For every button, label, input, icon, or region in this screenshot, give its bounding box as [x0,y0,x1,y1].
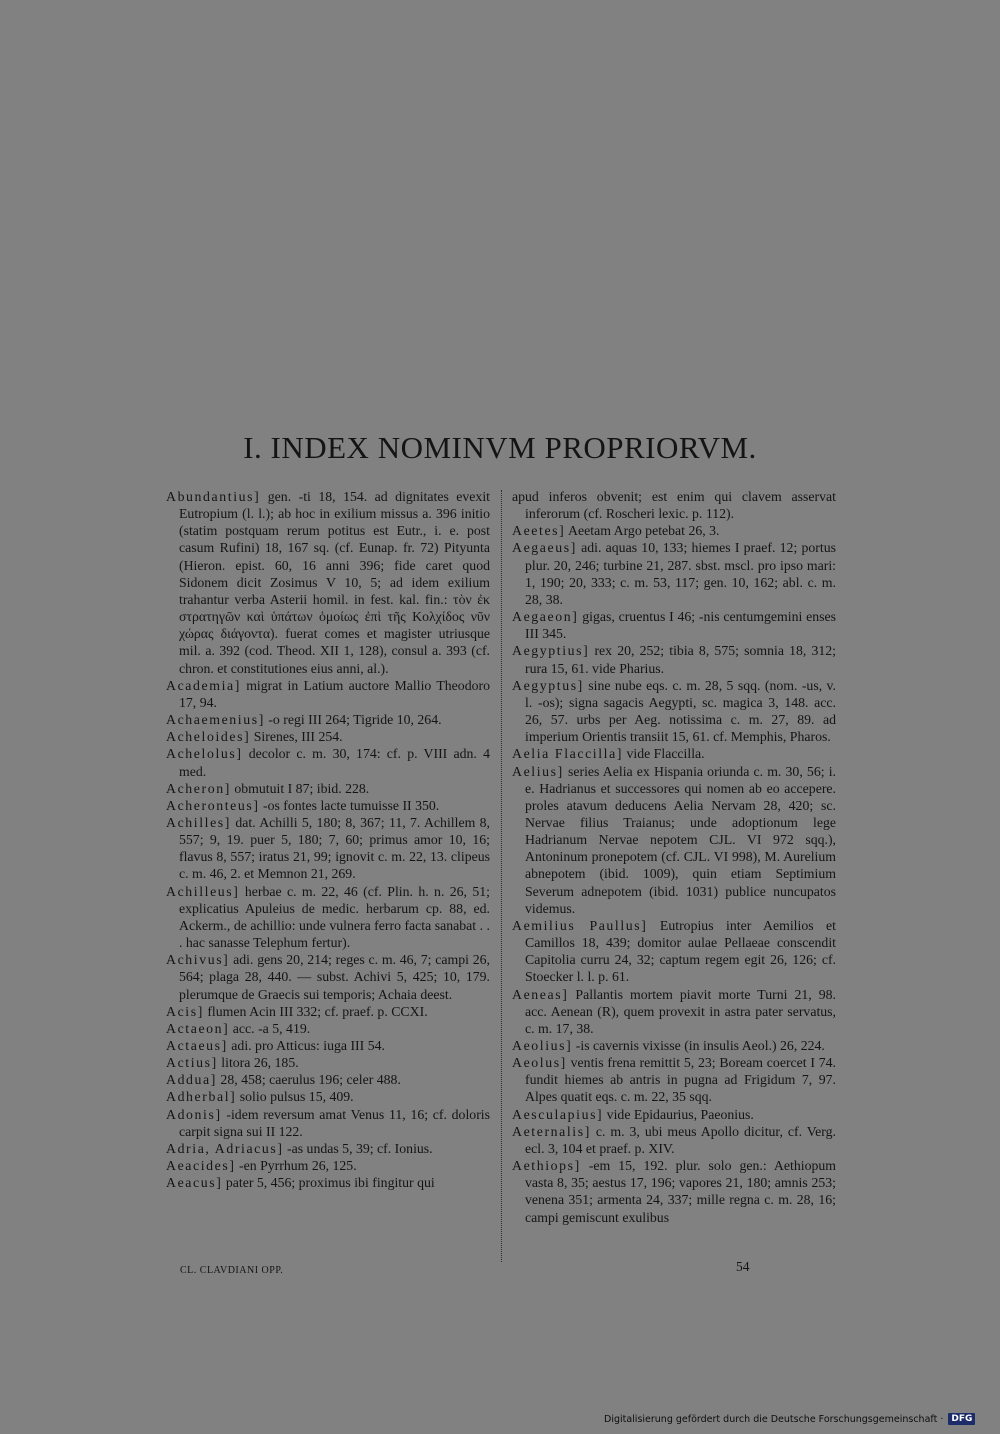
entry-headword: Aelius] [512,763,564,779]
footer-signature: CL. CLAVDIANI OPP. [180,1265,284,1276]
index-entry [166,1071,490,1088]
index-entry [166,1106,490,1140]
index-entry [166,1020,490,1037]
index-entry [512,488,836,522]
entry-headword: Achelolus] [166,746,243,762]
index-entry [512,1123,836,1157]
entry-headword: Aegaeon] [512,609,579,625]
index-entry [166,728,490,745]
entry-text: vide Epidaurius, Paeonius. [603,1106,754,1122]
entry-headword: Acheron] [166,780,231,796]
column-divider [501,490,502,1262]
entry-text: obmutuit I 87; ibid. 228. [230,780,370,796]
index-entry [166,780,490,797]
entry-text: gen. -ti 18, 154. ad dignitates evexit Eutropium (l. l.); ab hoc in exilium missus a. 396 initio (statim postquam rerum potitus est Eutr., i. e. post casum Rufini) 18, 167 sq. (cf. Eunap. fr. 72) Pityunta (Hieron. epist. 60, 16 anni 396; fide caret quod Sidonem dicit Zosimus V 10, 5; ad idem exilium trahantur verba Asterii homil. in fest. kal. fin.: τὸν ἐκ στρατηγῶν καὶ ὑπάτων ὁμοίως ἐπὶ τῆς Κολχίδος νῦν χώρας διάγοντα). fuerat comes et magister utriusque mil. a. 392 (cod. Theod. XII 1, 128), consul a. 393 (cf. chron. et constitutiones eius anni, al.). [179,489,490,676]
digitization-credit [604,1413,975,1425]
entry-text: solio pulsus 15, 409. [236,1089,354,1105]
index-entry [512,745,836,762]
entry-headword: Adherbal] [166,1089,237,1105]
entry-headword: Adria, Adriacus] [166,1140,284,1156]
index-entry [512,1157,836,1226]
entry-text: adi. pro Atticus: iuga III 54. [227,1038,385,1053]
index-entry [166,1088,490,1105]
index-entry [166,814,490,883]
entry-headword: Aeacides] [166,1158,236,1174]
index-entry [512,1106,836,1123]
index-entry [166,1003,490,1020]
entry-headword: Actius] [166,1055,218,1071]
index-entry [166,951,490,1002]
entry-text: Aeetam Argo petebat 26, 3. [565,523,720,539]
entry-text: rex 20, 252; tibia 8, 575; somnia 18, 312; rura 15, 61. vide Pharius. [525,643,836,676]
entry-text: Pallantis mortem piavit morte Turni 21, 98. acc. Aenean (R), quem provexit in astra pater servatus, c. m. 17, 38. [525,986,836,1036]
index-entry [166,883,490,952]
entry-text: sine nube eqs. c. m. 28, 5 sqq. (nom. -us, v. l. -os); signa sagacis Aegypti, sc. magica 3, 148. acc. 26, 57. urbs per Aeg. notissima c. m. 27, 89. ad imperium Orientis transiit 15, 61. cf. Memphis, Pharos. [525,677,836,745]
entry-text: herbae c. m. 22, 46 (cf. Plin. h. n. 26, 51; explicatius Apuleius de medic. herbarum cp. 88, ed. Ackerm., de achillio: unde vulnera ferro facta sanabat . . . hac sanasse Telephum fertur). [179,883,490,951]
entry-text: migrat in Latium auctore Mallio Theodoro 17, 94. [179,677,490,710]
entry-text: -em 15, 192. plur. solo gen.: Aethiopum vasta 8, 35; aestus 17, 196; vapores 21, 180; amnis 253; venena 351; armenta 24, 337; mille regna c. m. 28, 16; campi gemiscunt exulibus [525,1158,836,1225]
entry-headword: Achilleus] [166,883,240,899]
entry-text: c. m. 3, ubi meus Apollo dicitur, cf. Verg. ecl. 3, 104 et praef. p. XIV. [525,1123,836,1156]
entry-headword: Aeternalis] [512,1123,591,1139]
index-entry [512,917,836,986]
index-entry [166,797,490,814]
entry-text: 28, 458; caerulus 196; celer 488. [216,1072,401,1088]
entry-headword: Aesculapius] [512,1106,604,1122]
credit-text: Digitalisierung gefördert durch die Deutsche Forschungsgemeinschaft · [604,1413,944,1425]
entry-headword: Achivus] [166,952,230,968]
entry-headword: Aegyptus] [512,677,584,693]
entry-text: apud inferos obvenit; est enim qui clavem asservat inferorum (cf. Roscheri lexic. p. 112). [512,489,836,522]
index-entry [512,1037,836,1054]
entry-text: -en Pyrrhum 26, 125. [235,1158,357,1174]
entry-headword: Aeneas] [512,986,569,1002]
entry-headword: Actaeus] [166,1038,228,1053]
entry-headword: Addua] [166,1072,217,1088]
entry-headword: Acis] [166,1003,204,1019]
entry-text: adi. aquas 10, 133; hiemes I praef. 12; portus plur. 20, 246; turbine 21, 287. sbst. mscl. pro ipso mari: 1, 190; 20, 333; c. m. 53, 117; gen. 10, 162; abl. c. m. 28, 38. [525,540,836,607]
index-column-left [166,488,490,1191]
index-entry [512,1054,836,1105]
entry-text: Sirenes, III 254. [250,729,343,745]
index-entry [166,488,490,677]
entry-headword: Aeolius] [512,1038,573,1053]
entry-text: pater 5, 456; proximus ibi fingitur qui [222,1175,435,1191]
entry-headword: Aeetes] [512,523,566,539]
entry-text: -is cavernis vixisse (in insulis Aeol.) 26, 224. [572,1038,825,1053]
entry-text: ventis frena remittit 5, 23; Boream coercet I 74. fundit hiemes ab antris in pugna ad Frigidum 7, 97. Alpes quatit eqs. c. m. 22, 35 sqq. [525,1055,836,1105]
entry-text: flumen Acin III 332; cf. praef. p. CCXI. [203,1003,428,1019]
entry-headword: Aemilius Paullus] [512,917,648,933]
entry-text: -idem reversum amat Venus 11, 16; cf. doloris carpit signa sui II 122. [179,1106,490,1139]
entry-text: series Aelia ex Hispania oriunda c. m. 30, 56; i. e. Hadrianus et successores qui nomen ab eo accepere. proles atavum deducens Aelia Nervam 28, 420; sc. Nervae filius Traianus; unde adoptionum lege Hadrianum Nervae nepotem CJL. VI 972 sqq.), Antoninum pronepotem (cf. CJL. VI 998), M. Aurelium abnepotem (ibid. 1009), quin etiam Septimium Severum adnepotem (ibid. 1031) publice nuncupatos videmus. [525,763,836,916]
page-title: I. INDEX NOMINVM PROPRIORVM. [243,430,757,465]
entry-text: -as undas 5, 39; cf. Ionius. [283,1140,433,1156]
index-entry [166,1037,490,1054]
index-entry [166,1174,490,1191]
entry-headword: Aelia Flaccilla] [512,746,624,762]
entry-headword: Aethiops] [512,1158,581,1174]
index-entry [166,1157,490,1174]
entry-headword: Aeacus] [166,1175,223,1191]
entry-headword: Aeolus] [512,1055,567,1071]
index-entry [512,522,836,539]
entry-text: vide Flaccilla. [623,746,705,762]
entry-text: -o regi III 264; Tigride 10, 264. [264,712,442,728]
index-entry [512,677,836,746]
entry-headword: Acheronteus] [166,797,260,813]
entry-text: adi. gens 20, 214; reges c. m. 46, 7; campi 26, 564; plaga 28, 440. — subst. Achivi 5, 425; 10, 179. plerumque de Graecis sui temporis; Achaia deest. [179,952,490,1002]
index-entry [512,539,836,608]
entry-text: decolor c. m. 30, 174: cf. p. VIII adn. 4 med. [179,746,490,779]
entry-text: -os fontes lacte tumuisse II 350. [259,797,440,813]
entry-headword: Adonis] [166,1106,222,1122]
page-number: 54 [736,1259,750,1274]
entry-headword: Actaeon] [166,1020,230,1036]
entry-text: gigas, cruentus I 46; -nis centumgemini enses III 345. [525,609,836,642]
entry-headword: Academia] [166,677,241,693]
entry-headword: Achilles] [166,814,231,830]
index-entry [166,711,490,728]
index-entry [512,986,836,1037]
index-entry [512,642,836,676]
index-entry [166,1140,490,1157]
entry-headword: Abundantius] [166,489,261,504]
entry-headword: Aegaeus] [512,540,577,556]
index-entry [166,745,490,779]
index-entry [512,608,836,642]
dfg-logo-icon: DFG [948,1413,975,1425]
index-entry [166,1054,490,1071]
entry-headword: Acheloides] [166,729,251,745]
entry-text: Eutropius inter Aemilios et Camillos 18, 439; domitor aulae Pellaeae conscendit Capitolia curru 24, 32; captum regem egit 26, 126; cf. Stoecker l. l. p. 61. [525,917,836,985]
entry-text: acc. -a 5, 419. [229,1020,311,1036]
index-column-right [512,488,836,1226]
entry-headword: Aegyptius] [512,643,590,659]
entry-text: litora 26, 185. [217,1055,299,1071]
entry-text: dat. Achilli 5, 180; 8, 367; 11, 7. Achillem 8, 557; 9, 19. puer 5, 180; 7, 60; primus amor 10, 16; flavus 8, 557; iratus 21, 99; ignovit c. m. 22, 13. clipeus c. m. 46, 2. et Memnon 21, 269. [179,814,490,882]
index-entry [512,763,836,917]
index-entry [166,677,490,711]
entry-headword: Achaemenius] [166,712,265,728]
